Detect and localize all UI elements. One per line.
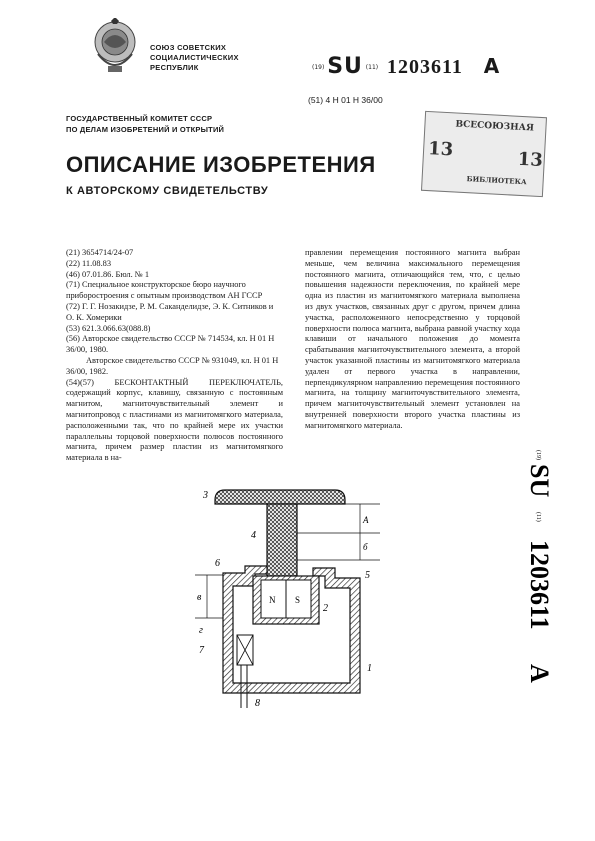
drawing-label: 6 bbox=[215, 558, 220, 569]
drawing-label: б bbox=[363, 542, 368, 552]
drawing-label: N bbox=[269, 595, 276, 605]
library-stamp bbox=[421, 111, 547, 197]
bib-entry: (21) 3654714/24-07 bbox=[66, 248, 134, 257]
drawing-label: г bbox=[199, 625, 203, 636]
bib-entry: (71) Специальное конструкторское бюро научного приборостроения с опытным производством АН ГССР bbox=[66, 280, 263, 301]
document-title: ОПИСАНИЕ ИЗОБРЕТЕНИЯ bbox=[66, 152, 376, 177]
bib-entry: (56) Авторское свидетельство СССР № 714534, кл. H 01 H 36/00, 1980. bbox=[66, 334, 275, 355]
side-patent-kind: A bbox=[525, 664, 554, 683]
bib-entry: (72) Г. Г. Нозакидзе, Р. М. Саканделидзе, Э. К. Ситников и О. К. Хомерики bbox=[66, 301, 274, 322]
patent-number-block bbox=[312, 54, 499, 79]
ipc-code-label: (51) 4 bbox=[308, 95, 331, 105]
bibliographic-data bbox=[66, 248, 283, 464]
drawing-label: A bbox=[363, 515, 369, 525]
stamp-number-left: 13 bbox=[427, 138, 454, 161]
switch-drawing bbox=[185, 478, 385, 723]
drawing-label: S bbox=[295, 595, 301, 605]
key-cap bbox=[215, 490, 345, 504]
stamp-line: ВСЕСОЮЗНАЯ bbox=[455, 119, 535, 134]
claim-continuation: правлении перемещения постоянного магнита выбран меньше, чем величина максимального перемещения постоянного магнита, отличающийся тем, что, с целью повышения надежности переключения, по крайней мере одна из пластин из магнитомягкого материала выполнена из двух участков, связанных друг с другом, причем длина участка, расположенного непосредственно у торцовой поверхности полюса магнита, выбрана равной участку хода клавиши от начального положения до момента срабатывания магниточувствительного элемента, а второй участок указанной пластины из магнитомягкого материала удален от первого участка в направлении, перпендикулярном направлению перемещения постоянного магнита, на толщину магниточувствительного элемента, причем магниточувствительный элемент установлен на внутренней поверхности второго участка пластины из магнитомягкого материала. bbox=[305, 248, 520, 430]
code-19: (19) bbox=[312, 64, 325, 71]
side-code-19: (19) bbox=[535, 450, 541, 460]
country-code: SU bbox=[327, 54, 363, 79]
ipc-classification bbox=[308, 95, 383, 105]
drawing-label: в bbox=[197, 592, 202, 603]
patent-number: 1203611 bbox=[387, 56, 463, 78]
ussr-emblem-icon bbox=[92, 18, 138, 80]
document-subtitle: К АВТОРСКОМУ СВИДЕТЕЛЬСТВУ bbox=[66, 185, 269, 197]
drawing-label: 7 bbox=[199, 645, 204, 656]
side-code-11: (11) bbox=[535, 512, 541, 522]
drawing-label: 8 bbox=[255, 698, 260, 709]
claim-start: (54)(57) БЕСКОНТАКТНЫЙ ПЕРЕКЛЮЧАТЕЛЬ, содержащий корпус, клавишу, связанную с постоянным магнитом, магниточувствительный элемент и магнитопровод с пластинами из магнитомягкого материала, расположенными так, что по крайней мере их участки параллельны торцовой поверхности полюсов постоянного магнита, причем размер пластин из магнитомягкого материала в на- bbox=[66, 377, 283, 463]
committee-line: ПО ДЕЛАМ ИЗОБРЕТЕНИЙ И ОТКРЫТИЙ bbox=[66, 125, 225, 134]
key-stem bbox=[267, 504, 297, 576]
drawing-label: 2 bbox=[323, 603, 328, 614]
organization-name bbox=[150, 43, 239, 73]
bib-entry: (22) 11.08.83 bbox=[66, 258, 112, 268]
ipc-value: H 01 H 36/00 bbox=[332, 95, 383, 105]
org-line: СОЦИАЛИСТИЧЕСКИХ bbox=[150, 53, 239, 62]
bib-entry: (53) 621.3.066.63(088.8) bbox=[66, 323, 151, 333]
patent-kind: A bbox=[483, 54, 500, 78]
stamp-line: БИБЛИОТЕКА bbox=[466, 174, 527, 187]
side-patent-number: 1203611 bbox=[525, 540, 554, 630]
committee-line: ГОСУДАРСТВЕННЫЙ КОМИТЕТ СССР bbox=[66, 114, 213, 123]
committee-name bbox=[66, 113, 224, 135]
bib-entry: Авторское свидетельство СССР № 931049, кл. H 01 H 36/00, 1982. bbox=[66, 355, 279, 376]
drawing-label: 3 bbox=[203, 490, 208, 501]
stamp-number-right: 13 bbox=[517, 148, 544, 172]
org-line: РЕСПУБЛИК bbox=[150, 63, 199, 72]
side-patent-code bbox=[525, 450, 565, 810]
side-country-code: SU bbox=[525, 464, 554, 498]
drawing-label: 4 bbox=[251, 530, 256, 541]
bib-entry: (46) 07.01.86. Бюл. № 1 bbox=[66, 269, 150, 279]
drawing-label: 5 bbox=[365, 570, 370, 581]
drawing-label: 1 bbox=[367, 663, 372, 674]
org-line: СОЮЗ СОВЕТСКИХ bbox=[150, 43, 227, 52]
code-11: (11) bbox=[365, 64, 379, 71]
